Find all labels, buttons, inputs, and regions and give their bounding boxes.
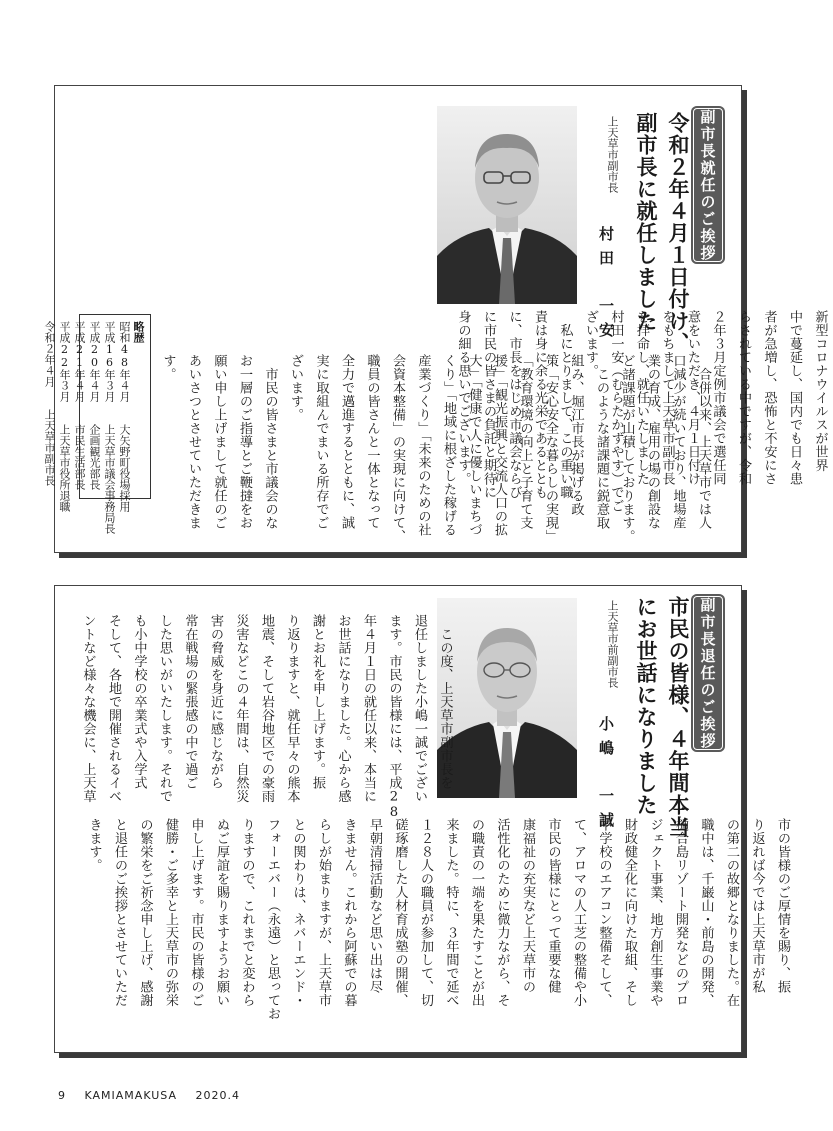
article-body-top: この度、上天草市副市長を 退任しました小嶋一誠でござい ます。市民の皆様には、平成28 年４月１日の就任以来、本当に お世話になりました。心から感 謝とお礼を申し上げます。振 り返りますと、就任早々の熊本 地震、そして岩谷地区での豪雨 災害などこの４年間は、自然災 害の脅威を身近に感じながら 常在戦場の緊張感の中で過ご した思いがいたします。それで も小中学校の卒業式や入学式 そして、各地で開催されるイベ ントなど様々な機会に、上天草 (80, 614, 453, 821)
history-list: 昭和48年４月 大矢野町役場採用 平成16年３月 上天草市議会事務局長 平成20年４月 企画観光部長 平成21年４月 市民生活部長 平成22年３月 上天草市役所退職 令和２年４月 上天草市副市長 (43, 321, 131, 534)
author-name: 村田 一安 (597, 226, 615, 346)
title-line-1: 令和２年４月１日付け、 (666, 112, 691, 354)
article-body-bottom: 市の皆様のご厚情を賜り、振 り返れば今では上天草市が私 の第二の故郷となりました。在 職中は、千巌山・前島の開発、 樋合島リゾート開発などのプロ ジェクト事業、地方創生事業や 財政健全化に向けた取組、そし 中学校のエアコン整備そして、 て、アロマの人工芝の整備や小 市民の皆様にとって重要な健 康福祉の充実など上天草市の 活性化のために微力ながら、そ の職責の一端を果たすことが出 来ました。特に、３年間で延べ １２８人の職員が参加して、切 磋琢磨した人材育成塾の開催、 早朝清掃活動など思い出は尽 きません。これから阿蘇での暮 らしが始まりますが、上天草市 との関わりは、ネバーエンド・ フォーエバー（永遠）と思ってお りますので、これまでと変わら ぬご厚誼を賜りますようお願い 申し上げます。市民の皆様のご 健勝・ご多幸と上天草市の弥栄 の繁栄をご祈念申し上げ、感謝 と退任のご挨拶とさせていただ きます。 (86, 818, 790, 1021)
portrait-photo (437, 106, 577, 304)
page-number: 9 (58, 1089, 66, 1102)
article-body-intro: 新型コロナウイルスが世界 中で蔓延し、国内でも日々患 者が急増し、恐怖と不安にさ らされている中ですが、令和 ２年３月定例市議会で選任同 意をいただき、４月１日付け をもちまして上天草市副市長 を拝命し、就任いたしました 村田一安（むらたかずやす）でご ざいます。 私にとりまして、この重い職 責は身に余る光栄であるととも に、市長をはじめ市議会ならび に市民の皆さまの負託と期待に 身の細る思いでございます。 (455, 310, 828, 513)
issue-date: 2020.4 (195, 1089, 241, 1102)
magazine-name: KAMIAMAKUSA (84, 1089, 178, 1102)
section-header: 副市長就任のご挨拶 (691, 106, 725, 264)
article-title (630, 112, 694, 354)
history-title: 略歴 (132, 321, 145, 343)
author-name: 小嶋 一誠 (597, 716, 615, 836)
article-title (630, 596, 694, 838)
author-role: 上天草市前副市長 (606, 600, 619, 688)
portrait-photo (437, 598, 577, 798)
section-header: 副市長退任のご挨拶 (691, 594, 725, 752)
retirement-article (54, 585, 790, 1053)
article-body-main: 合併以来、上天草市では人 口減少が続いており、地場産 業の育成、雇用の場の創設な ど諸課題が山積しております。 このような諸課題に鋭意取 組み、堀江市長が掲げる政 策「安心安全な暮らしの実現」 「教育環境の向上と子育て支 援」「観光振興と交流人口の拡 大」「健康で人に優しいまちづ くり」「地域に根ざした稼げる 産業づくり」「未来のための社 会資本整備」の実現に向けて、 職員の皆さんと一体となって 全力で邁進するとともに、誠 実に取組んでまいる所存でご ざいます。 市民の皆さまと市議会のな お一層のご指導とご鞭撻をお 願い申し上げまして就任のご あいさつとさせていただきま す。 (160, 354, 711, 543)
title-line-2: 副市長に就任しました (634, 112, 659, 332)
author-role: 上天草市副市長 (606, 116, 619, 193)
page-footer (58, 1089, 254, 1102)
title-line-1: 市民の皆様、４年間本当 (666, 596, 691, 838)
career-history (43, 314, 151, 534)
appointment-article (43, 85, 828, 553)
title-line-2: にお世話になりました (634, 596, 659, 816)
